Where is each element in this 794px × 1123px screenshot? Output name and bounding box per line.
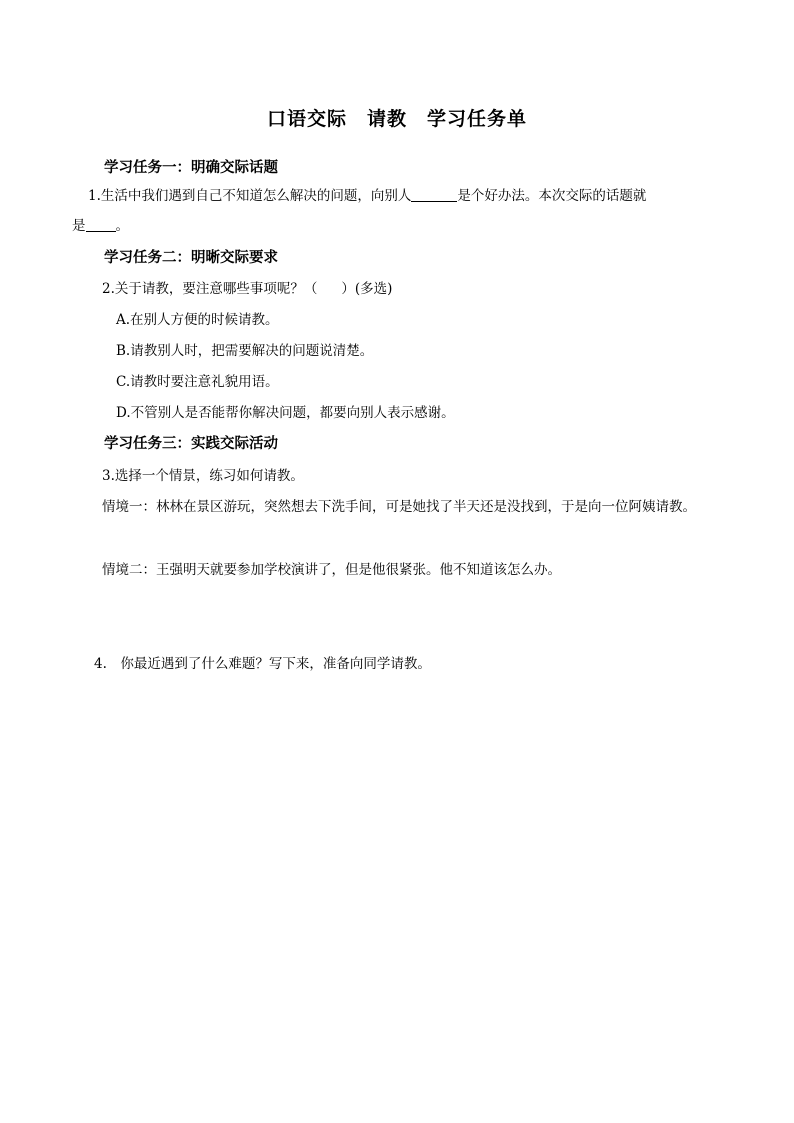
task1-heading: 学习任务一：明确交际话题: [104, 159, 278, 176]
answer-blank-1[interactable]: [411, 187, 457, 202]
scenario-2: 情境二：王强明天就要参加学校演讲了，但是他很紧张。他不知道该怎么办。: [102, 562, 561, 578]
task3-heading: 学习任务三：实践交际活动: [104, 435, 278, 452]
question-2-prefix: 2.关于请教，要注意哪些事项呢？（: [102, 281, 318, 297]
question-2: [102, 279, 392, 299]
page-title: 口语交际 请教 学习任务单: [266, 108, 527, 130]
scenario-1: 情境一：林林在景区游玩，突然想去下洗手间，可是她找了半天还是没找到，于是向一位阿姨请教。: [102, 499, 696, 515]
question-1-text-a: 1.生活中我们遇到自己不知道怎么解决的问题，向别人: [88, 188, 412, 204]
option-c: C.请教时要注意礼貌用语。: [116, 374, 279, 390]
question-1-line-1: [88, 186, 646, 206]
question-2-suffix: ）(多选): [341, 281, 393, 297]
option-a: A.在别人方便的时候请教。: [116, 312, 279, 328]
question-1-text-d: 。: [115, 218, 129, 234]
option-b: B.请教别人时，把需要解决的问题说清楚。: [116, 343, 374, 359]
question-3: 3.选择一个情景，练习如何请教。: [102, 468, 304, 484]
question-1-line-2: [72, 216, 129, 236]
task2-heading: 学习任务二：明晰交际要求: [104, 249, 278, 266]
question-4: 4. 你最近遇到了什么难题？写下来，准备向同学请教。: [94, 656, 431, 672]
answer-blank-2[interactable]: [86, 217, 116, 232]
question-1-text-b: 是个好办法。本次交际的话题就: [457, 188, 647, 204]
question-1-text-c: 是: [72, 218, 86, 234]
option-d: D.不管别人是否能帮你解决问题，都要向别人表示感谢。: [116, 405, 455, 421]
